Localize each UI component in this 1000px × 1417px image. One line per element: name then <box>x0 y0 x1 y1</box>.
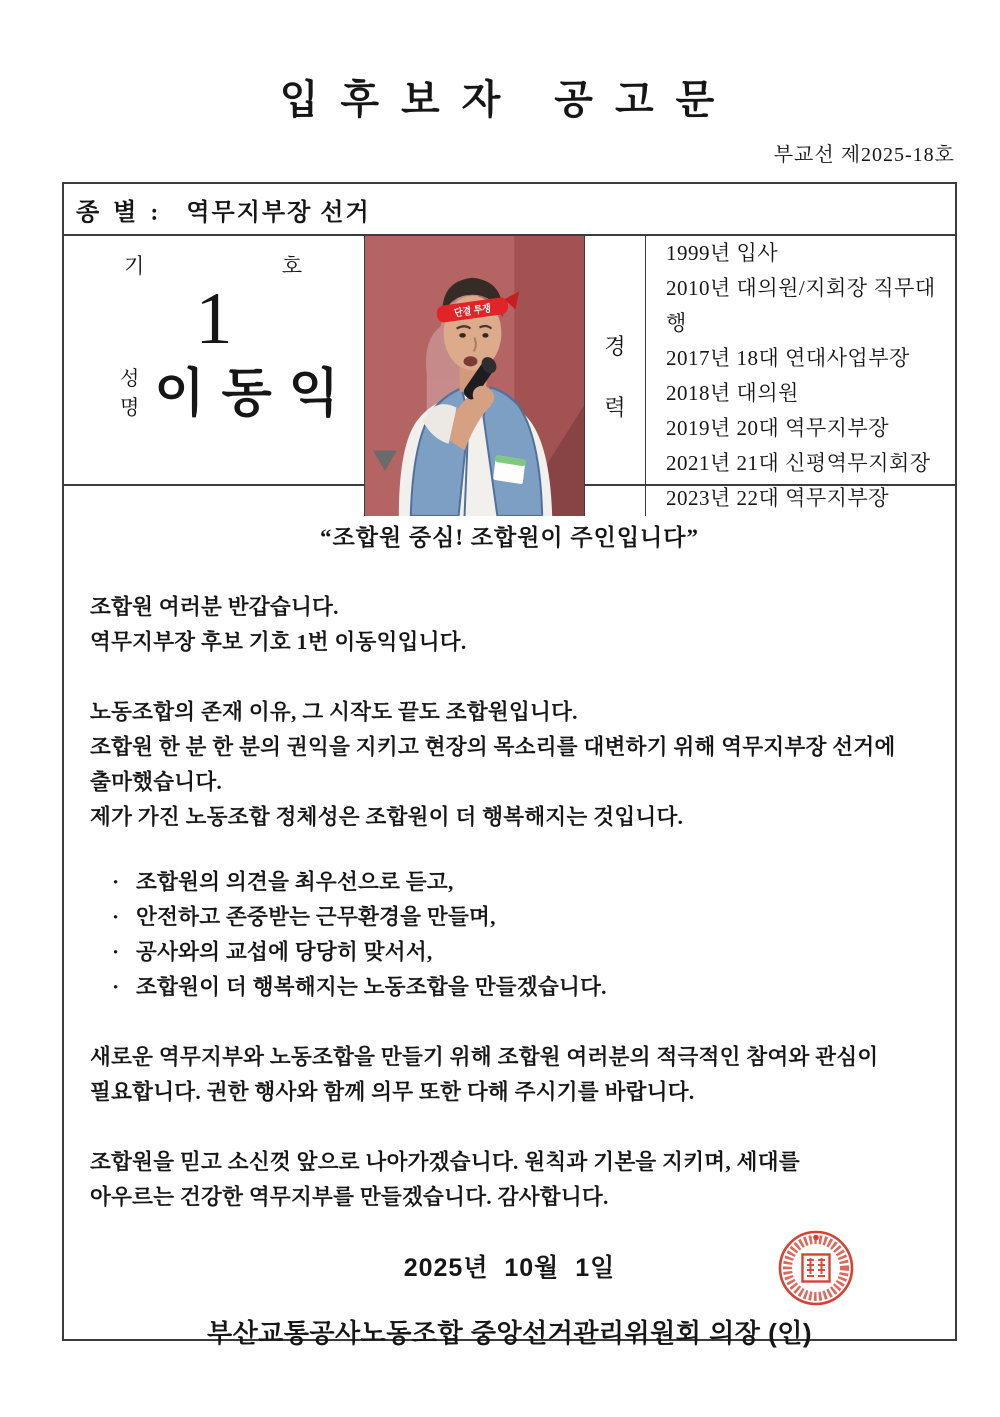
name-label-first: 성 <box>120 368 140 391</box>
candidate-table <box>62 182 957 1348</box>
candidate-photo <box>364 236 585 516</box>
career-item: 2010년 대의원/지회장 직무대행 <box>666 276 936 335</box>
career-list <box>646 236 955 516</box>
pledge-list <box>90 865 929 1005</box>
candidate-photo-illustration <box>365 236 584 516</box>
slogan: “조합원 중심! 조합원이 주인입니다” <box>320 525 699 550</box>
bullet-marker: · <box>112 870 120 894</box>
message-body <box>64 486 955 1348</box>
paragraph-line: 아우르는 건강한 역무지부를 만들겠습니다. 감사합니다. <box>90 1185 609 1209</box>
name-label-second: 명 <box>120 397 140 420</box>
paragraph-line: 역무지부장 후보 기호 1번 이동익입니다. <box>90 630 467 654</box>
intro-paragraph <box>90 695 929 835</box>
career-item: 2023년 22대 역무지부장 <box>666 486 890 510</box>
name-label <box>120 365 139 423</box>
paragraph-line: 조합원을 믿고 소신껏 앞으로 나아가겠습니다. 원칙과 기본을 지키며, 세대를 <box>90 1150 800 1174</box>
name-block <box>64 365 364 423</box>
career-label-second: 력 <box>604 395 626 420</box>
category-value: 역무지부장 선거 <box>186 199 371 226</box>
signature: 부산교통공사노동조합 중앙선거관리위원회 의장 (인) <box>206 1318 813 1348</box>
ballot-number: 1 <box>195 278 233 360</box>
paragraph-line: 노동조합의 존재 이유, 그 시작도 끝도 조합원입니다. <box>90 700 578 724</box>
career-item: 2019년 20대 역무지부장 <box>666 416 890 440</box>
number-name-cell <box>64 236 364 516</box>
participation-paragraph <box>90 1040 929 1110</box>
greeting-paragraph <box>90 590 929 660</box>
ballot-number-label-second: 호 <box>281 254 302 278</box>
paragraph-line: 새로운 역무지부와 노동조합을 만들기 위해 조합원 여러분의 적극적인 참여와 관심이 <box>90 1045 879 1069</box>
pledge-text: 안전하고 존중받는 근무환경을 만들며, <box>136 905 496 929</box>
pledge-text: 공사와의 교섭에 당당히 맞서서, <box>136 940 433 964</box>
ballot-number-label-first: 기 <box>124 254 145 278</box>
paragraph-line: 필요합니다. 권한 행사와 함께 의무 또한 다해 주시기를 바랍니다. <box>90 1080 695 1104</box>
paragraph-line: 조합원 여러분 반갑습니다. <box>90 595 339 619</box>
career-label <box>585 236 646 516</box>
document-number: 부교선 제2025-18호 <box>773 144 955 166</box>
career-item: 2018년 대의원 <box>666 381 799 405</box>
paragraph-line: 조합원 한 분 한 분의 권익을 지키고 현장의 목소리를 대변하기 위해 역무지부장 선거에 <box>90 735 896 759</box>
page-title: 입 후 보 자 공 고 문 <box>279 77 721 122</box>
category-row <box>64 184 955 236</box>
bullet-marker: · <box>112 940 120 964</box>
career-item: 2021년 21대 신평역무지회장 <box>666 451 931 475</box>
career-item: 2017년 18대 연대사업부장 <box>666 346 910 370</box>
pledge-text: 조합원의 의견을 최우선으로 듣고, <box>136 870 454 894</box>
bullet-marker: · <box>112 975 120 999</box>
candidate-row <box>64 236 955 510</box>
career-label-first: 경 <box>604 334 626 359</box>
paragraph-line: 제가 가진 노동조합 정체성은 조합원이 더 행복해지는 것입니다. <box>90 805 684 829</box>
announcement-date: 2025년 10월 1일 <box>403 1254 616 1282</box>
official-seal-stamp <box>776 1228 856 1308</box>
bullet-marker: · <box>112 905 120 929</box>
candidate-name: 이 동 익 <box>154 365 342 423</box>
closing-paragraph <box>90 1145 929 1215</box>
career-item: 1999년 입사 <box>666 241 779 265</box>
pledge-item <box>112 970 929 1005</box>
ballot-number-label <box>64 236 364 280</box>
pledge-text: 조합원이 더 행복해지는 노동조합을 만들겠습니다. <box>136 975 607 999</box>
svg-text:단결 투쟁: 단결 투쟁 <box>453 302 492 320</box>
paragraph-line: 출마했습니다. <box>90 770 223 794</box>
pledge-item <box>112 935 929 970</box>
pledge-item <box>112 865 929 900</box>
category-label: 종 별 : <box>76 199 173 226</box>
pledge-item <box>112 900 929 935</box>
